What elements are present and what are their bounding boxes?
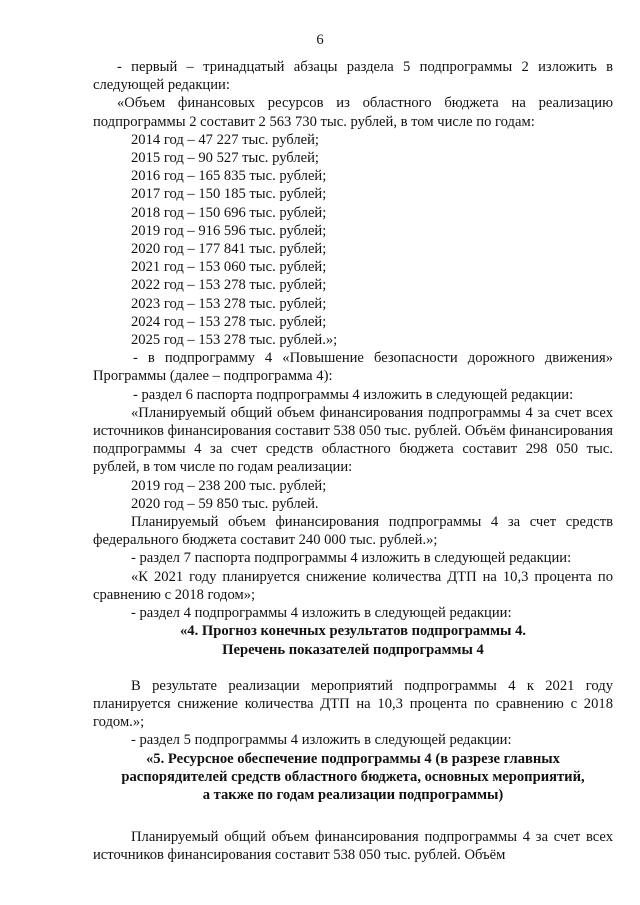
page-number: 6 <box>316 32 324 48</box>
document-body <box>93 58 613 865</box>
year-line: 2022 год – 153 278 тыс. рублей; <box>131 277 327 294</box>
section-5-heading <box>93 750 613 805</box>
heading-line: Перечень показателей подпрограммы 4 <box>222 641 484 658</box>
paragraph-section-5-text: Планируемый общий объем финансирования подпрограммы 4 за счет всех источников финансирования составит 538 050 тыс. рублей. Объём <box>93 829 613 864</box>
paragraph-section-4-amend: - раздел 4 подпрограммы 4 изложить в следующей редакции: <box>131 605 512 622</box>
heading-line: «5. Ресурсное обеспечение подпрограммы 4 (в разрезе главных <box>146 750 560 767</box>
heading-line: распорядителей средств областного бюджета, основных мероприятий, <box>121 768 585 785</box>
year-line: 2018 год – 150 696 тыс. рублей; <box>131 204 327 221</box>
year-line: 2021 год – 153 060 тыс. рублей; <box>131 259 327 276</box>
year-line: 2016 год – 165 835 тыс. рублей; <box>131 168 327 185</box>
year-list-subprogram-2 <box>93 131 613 349</box>
paragraph-section-5-amend: - раздел 5 подпрограммы 4 изложить в следующей редакции: <box>131 732 512 749</box>
year-line: 2019 год – 238 200 тыс. рублей; <box>131 477 327 494</box>
year-line: 2019 год – 916 596 тыс. рублей; <box>131 222 327 239</box>
year-line: 2025 год – 153 278 тыс. рублей.»; <box>131 332 338 349</box>
paragraph-subprogram-4-intro: - в подпрограмму 4 «Повышение безопасности дорожного движения» Программы (далее – подпрограмма 4): <box>93 350 613 385</box>
paragraph-federal-budget: Планируемый объем финансирования подпрограммы 4 за счет средств федерального бюджета составит 240 000 тыс. рублей.»; <box>93 514 613 549</box>
year-line: 2020 год – 59 850 тыс. рублей. <box>131 495 319 512</box>
year-line: 2017 год – 150 185 тыс. рублей; <box>131 186 327 203</box>
heading-line: «4. Прогноз конечных результатов подпрограммы 4. <box>179 623 527 640</box>
paragraph-section-4-text: В результате реализации мероприятий подпрограммы 4 к 2021 году планируется снижение количества ДТП на 10,3 процента по сравнению с 2018 годом.»; <box>93 677 613 731</box>
paragraph-amend-subprogram-2: - первый – тринадцатый абзацы раздела 5 подпрограммы 2 изложить в следующей редакции: <box>93 59 613 94</box>
year-line: 2024 год – 153 278 тыс. рублей; <box>131 313 327 330</box>
section-4-heading <box>93 622 613 658</box>
heading-line: а также по годам реализации подпрограммы) <box>202 786 504 803</box>
year-line: 2020 год – 177 841 тыс. рублей; <box>131 241 327 258</box>
paragraph-section-7-text: «К 2021 году планируется снижение количества ДТП на 10,3 процента по сравнению с 2018 годом»; <box>93 568 613 603</box>
year-line: 2015 год – 90 527 тыс. рублей; <box>131 150 319 167</box>
year-line: 2023 год – 153 278 тыс. рублей; <box>131 295 327 312</box>
paragraph-section-7-amend: - раздел 7 паспорта подпрограммы 4 изложить в следующей редакции: <box>131 550 572 567</box>
paragraph-section-6-amend: - раздел 6 паспорта подпрограммы 4 изложить в следующей редакции: <box>133 386 574 403</box>
paragraph-section-6-text: «Планируемый общий объем финансирования подпрограммы 4 за счет всех источников финансирования составит 538 050 тыс. рублей. Объём финансирования подпрограммы 4 за счет средств областного бюджета составит 298 050 тыс. рублей, в том числе по годам реализации: <box>93 404 613 476</box>
year-list-subprogram-4 <box>93 477 613 513</box>
year-line: 2014 год – 47 227 тыс. рублей; <box>131 131 319 148</box>
paragraph-budget-subprogram-2: «Объем финансовых ресурсов из областного бюджета на реализацию подпрограммы 2 составит 2 563 730 тыс. рублей, в том числе по годам: <box>93 95 613 130</box>
